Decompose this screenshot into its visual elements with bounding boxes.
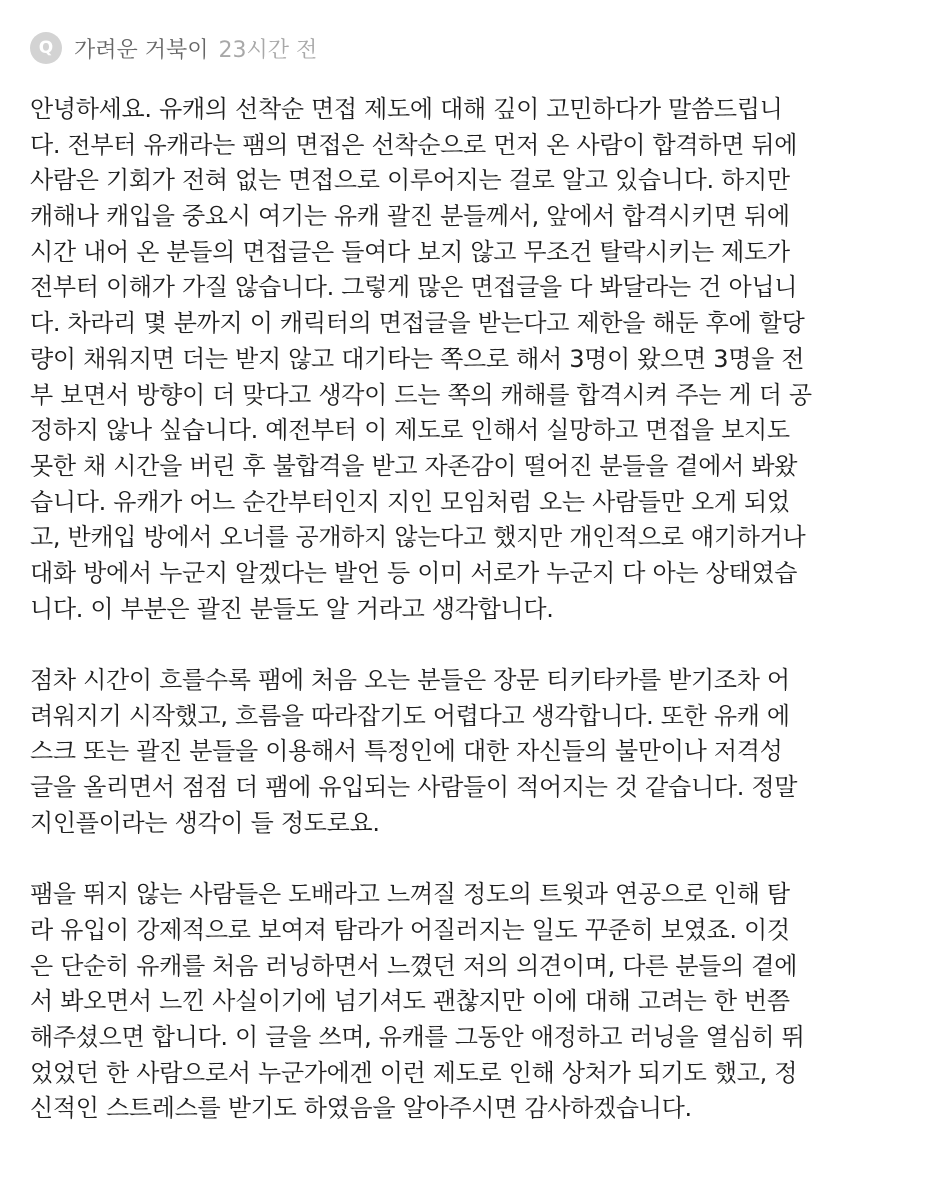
text-line: 지인플이라는 생각이 들 정도로요. <box>30 808 380 837</box>
text-line: 었었던 한 사람으로서 누군가에겐 이런 제도로 인해 상처가 되기도 했고, 정 <box>30 1058 798 1087</box>
paragraph-1 <box>30 92 915 627</box>
text-line: 다. 차라리 몇 분까지 이 캐릭터의 면접글을 받는다고 제한을 해둔 후에 할당 <box>30 309 805 338</box>
paragraph-3 <box>30 877 915 1127</box>
text-line: 고, 반캐입 방에서 오너를 공개하지 않는다고 했지만 개인적으로 얘기하거나 <box>30 523 806 552</box>
text-line: 니다. 이 부분은 괄진 분들도 알 거라고 생각합니다. <box>30 594 554 623</box>
text-line: 은 단순히 유캐를 처음 러닝하면서 느꼈던 저의 의견이며, 다른 분들의 곁에 <box>30 951 798 980</box>
q-avatar-icon: Q <box>30 32 62 64</box>
text-line: 전부터 이해가 가질 않습니다. 그렇게 많은 면접글을 다 봐달라는 건 아닙니 <box>30 273 798 302</box>
text-line: 라 유입이 강제적으로 보여져 탐라가 어질러지는 일도 꾸준히 보였죠. 이것 <box>30 915 790 944</box>
text-line: 해주셨으면 합니다. 이 글을 쓰며, 유캐를 그동안 애정하고 러닝을 열심히 뛰 <box>30 1022 805 1051</box>
text-line: 부 보면서 방향이 더 맞다고 생각이 드는 쪽의 캐해를 합격시켜 주는 게 더 공 <box>30 380 812 409</box>
paragraph-2 <box>30 663 915 841</box>
text-line: 사람은 기회가 전혀 없는 면접으로 이루어지는 걸로 알고 있습니다. 하지만 <box>30 166 790 195</box>
text-line: 신적인 스트레스를 받기도 하였음을 알아주시면 감사하겠습니다. <box>30 1094 692 1123</box>
post-timestamp: 23시간 전 <box>218 37 318 63</box>
text-line: 습니다. 유캐가 어느 순간부터인지 지인 모임처럼 오는 사람들만 오게 되었 <box>30 487 790 516</box>
text-line: 스크 또는 괄진 분들을 이용해서 특정인에 대한 자신들의 불만이나 저격성 <box>30 737 783 766</box>
author-name[interactable]: 가려운 거북이 <box>74 37 209 63</box>
text-line: 캐해나 캐입을 중요시 여기는 유캐 괄진 분들께서, 앞에서 합격시키면 뒤에 <box>30 202 790 231</box>
text-line: 다. 전부터 유캐라는 팸의 면접은 선착순으로 먼저 온 사람이 합격하면 뒤에 <box>30 130 798 159</box>
text-line: 글을 올리면서 점점 더 팸에 유입되는 사람들이 적어지는 것 같습니다. 정말 <box>30 773 798 802</box>
text-line: 대화 방에서 누군지 알겠다는 발언 등 이미 서로가 누군지 다 아는 상태였습 <box>30 558 798 587</box>
text-line: 팸을 뛰지 않는 사람들은 도배라고 느껴질 정도의 트윗과 연공으로 인해 탐 <box>30 880 790 909</box>
text-line: 시간 내어 온 분들의 면접글은 들여다 보지 않고 무조건 탈락시키는 제도가 <box>30 237 790 266</box>
post-body <box>30 92 915 1127</box>
text-line: 서 봐오면서 느낀 사실이기에 넘기셔도 괜찮지만 이에 대해 고려는 한 번쯤 <box>30 987 790 1016</box>
post-header <box>30 30 317 66</box>
text-line: 안녕하세요. 유캐의 선착순 면접 제도에 대해 깊이 고민하다가 말씀드립니 <box>30 95 783 123</box>
text-line: 못한 채 시간을 버린 후 불합격을 받고 자존감이 떨어진 분들을 곁에서 봐왔 <box>30 451 798 480</box>
text-line: 량이 채워지면 더는 받지 않고 대기타는 쪽으로 해서 3명이 왔으면 3명을 전 <box>30 344 805 373</box>
text-line: 정하지 않나 싶습니다. 예전부터 이 제도로 인해서 실망하고 면접을 보지도 <box>30 416 790 445</box>
text-line: 려워지기 시작했고, 흐름을 따라잡기도 어렵다고 생각합니다. 또한 유캐 에 <box>30 701 790 730</box>
text-line: 점차 시간이 흐를수록 팸에 처음 오는 분들은 장문 티키타카를 받기조차 어 <box>30 666 790 694</box>
